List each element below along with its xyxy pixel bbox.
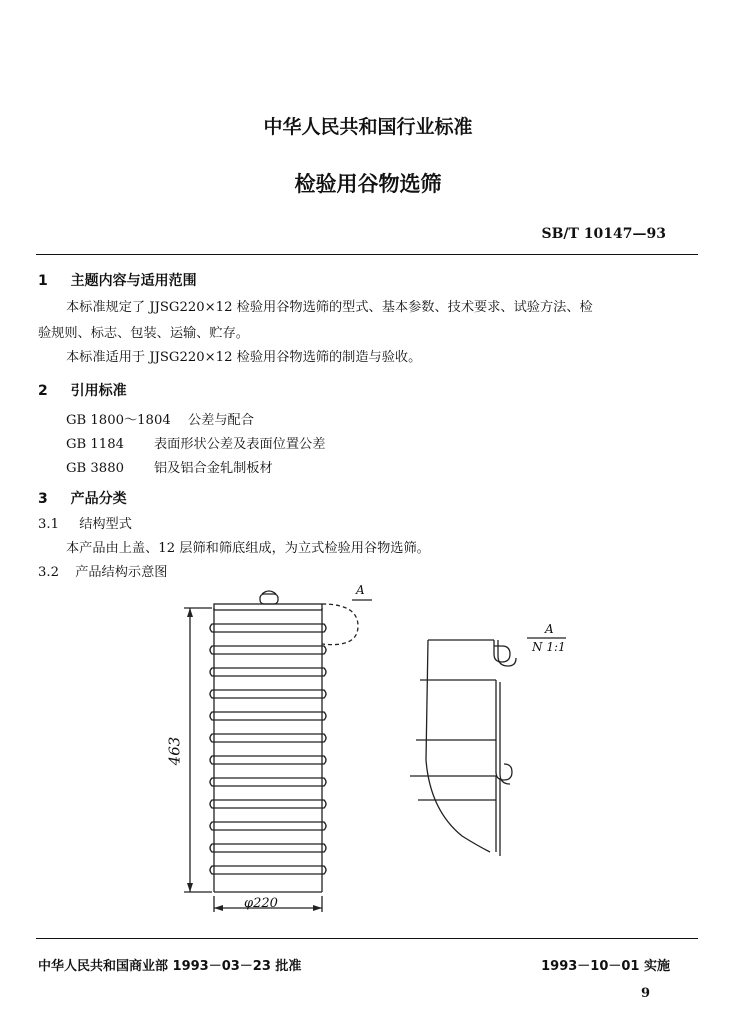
page-number: 9 <box>640 986 650 1001</box>
standard-number: SB/T 10147—93 <box>541 226 666 242</box>
org-title: 中华人民共和国行业标准 <box>263 116 473 138</box>
section-3-title: 产品分类 <box>70 491 127 507</box>
callout-label: A <box>356 583 365 597</box>
reference-name: 表面形状公差及表面位置公差 <box>154 437 326 452</box>
reference-name: 公差与配合 <box>188 413 254 428</box>
reference-code: GB 1800～1804 <box>66 413 171 428</box>
footer-rule <box>36 938 698 939</box>
reference-code: GB 3880 <box>66 461 124 476</box>
detail-label-top: A <box>545 622 554 636</box>
section-3-2-number: 3.2 <box>38 565 59 580</box>
detail-view <box>410 638 566 856</box>
diameter-dimension: φ220 <box>244 896 278 911</box>
section-1-p1-line-1: 本标准规定了 JJSG220×12 检验用谷物选筛的型式、基本参数、技术要求、试验方法、检 <box>66 300 593 315</box>
reference-name: 铝及铝合金轧制板材 <box>154 461 273 476</box>
section-3-number: 3 <box>38 491 48 507</box>
detail-label-scale: N 1:1 <box>532 640 566 654</box>
section-3-1-title: 结构型式 <box>79 517 132 532</box>
section-1-p1-line-2: 验规则、标志、包装、运输、贮存。 <box>38 326 249 341</box>
reference-code: GB 1184 <box>66 437 124 452</box>
height-dimension: 463 <box>165 736 184 766</box>
section-1-paragraph-2: 本标准适用于 JJSG220×12 检验用谷物选筛的制造与验收。 <box>66 350 422 365</box>
section-3-1-text: 本产品由上盖、12 层筛和筛底组成，为立式检验用谷物选筛。 <box>66 541 430 556</box>
section-3-1-number: 3.1 <box>38 517 59 532</box>
approval-line: 中华人民共和国商业部 1993－03－23 批准 <box>38 959 302 974</box>
sieve-rings <box>210 624 326 874</box>
section-2-number: 2 <box>38 383 48 399</box>
doc-title: 检验用谷物选筛 <box>294 172 442 196</box>
section-1-number: 1 <box>38 273 48 289</box>
section-2-title: 引用标准 <box>70 383 127 399</box>
implementation-date: 1993－10－01 实施 <box>541 959 670 974</box>
section-3-2-title: 产品结构示意图 <box>75 565 168 580</box>
section-1-title: 主题内容与适用范围 <box>70 273 197 289</box>
